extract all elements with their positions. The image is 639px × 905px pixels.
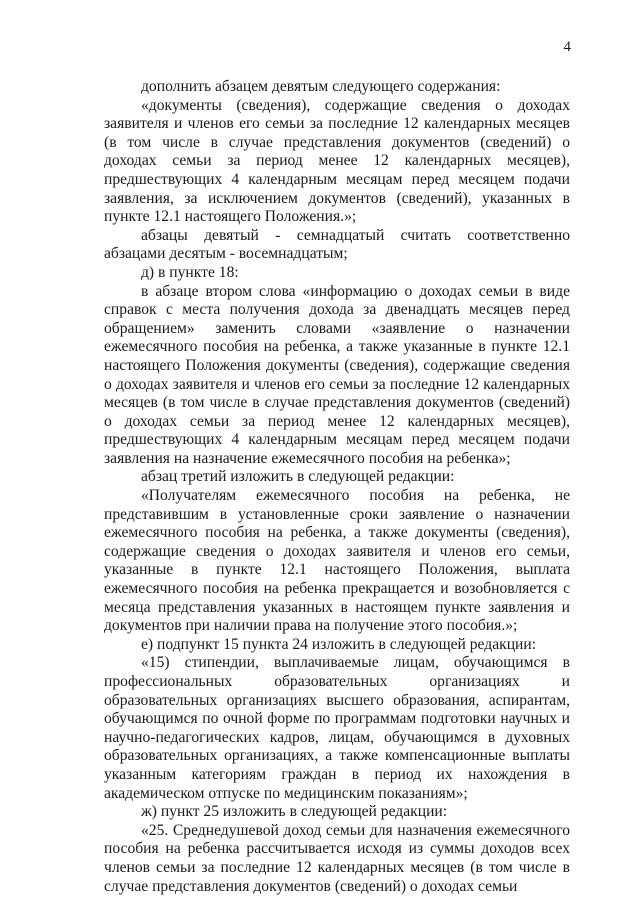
paragraph-item-d: д) в пункте 18: [141,263,239,281]
page-number: 4 [563,39,571,55]
paragraph-stipends-quote: «15) стипендии, выплачиваемые лицам, обучающимся в профессиональных образовательных организациях и образовательных организациях высшего образования, аспирантам, обучающимся по очной форме по программам подготовки научных и научно-педагогических кадров, лицам, обучающимся в духовных образовательных организациях, а также компенсационные выплаты указанным категориям граждан в период их нахождения в академическом отпуске по медицинским показаниям»; [104,654,570,802]
paragraph-item-e: е) подпункт 15 пункта 24 изложить в следующей редакции: [141,635,537,653]
paragraph-renumber: абзацы девятый - семнадцатый считать соответственно абзацами десятым - восемнадцатым; [104,226,570,263]
paragraph-add-ninth: дополнить абзацем девятым следующего содержания: [141,78,501,95]
paragraph-recipients-quote: «Получателям ежемесячного пособия на ребенка, не представившим в установленные сроки заявление о назначении ежемесячного пособия на ребенка, а также документы (сведения), содержащие сведения о доходах заявителя и членов его семьи, указанные в пункте 12.1 настоящего Положения, выплата ежемесячного пособия на ребенка прекращается и возобновляется с месяца представления указанных в настоящем пункте заявления и документов при наличии права на получение этого пособия.»; [104,487,570,635]
paragraph-documents-quote: «документы (сведения), содержащие сведения о доходах заявителя и членов его семьи за последние 12 календарных месяцев (в том числе в случае представления документов (сведений) о доходах семьи за период менее 12 календарных месяцев), предшествующих 4 календарным месяцам перед месяцем подачи заявления, за исключением документов (сведений), указанных в пункте 12.1 настоящего Положения.»; [104,96,570,226]
paragraph-point-25-quote: «25. Среднедушевой доход семьи для назначения ежемесячного пособия на ребенка рассчитывается исходя из суммы доходов всех членов семьи за последние 12 календарных месяцев (в том числе в случае представления документов (сведений) о доходах семьи [104,821,570,895]
paragraph-third-abzac: абзац третий изложить в следующей редакции: [141,468,455,486]
paragraph-second-abzac: в абзаце втором слова «информацию о доходах семьи в виде справок с места получения дохода за двенадцать месяцев перед обращением» заменить словами «заявление о назначении ежемесячного пособия на ребенка, а также указанные в пункте 12.1 настоящего Положения документы (сведения), содержащие сведения о доходах заявителя и членов его семьи за последние 12 календарных месяцев (в том числе в случае представления документов (сведений) о доходах семьи за период менее 12 календарных месяцев), предшествующих 4 календарным месяцам перед месяцем подачи заявления на назначение ежемесячного пособия на ребенка»; [104,282,570,467]
document-body [104,78,570,896]
paragraph-item-zh: ж) пункт 25 изложить в следующей редакции: [141,803,448,821]
